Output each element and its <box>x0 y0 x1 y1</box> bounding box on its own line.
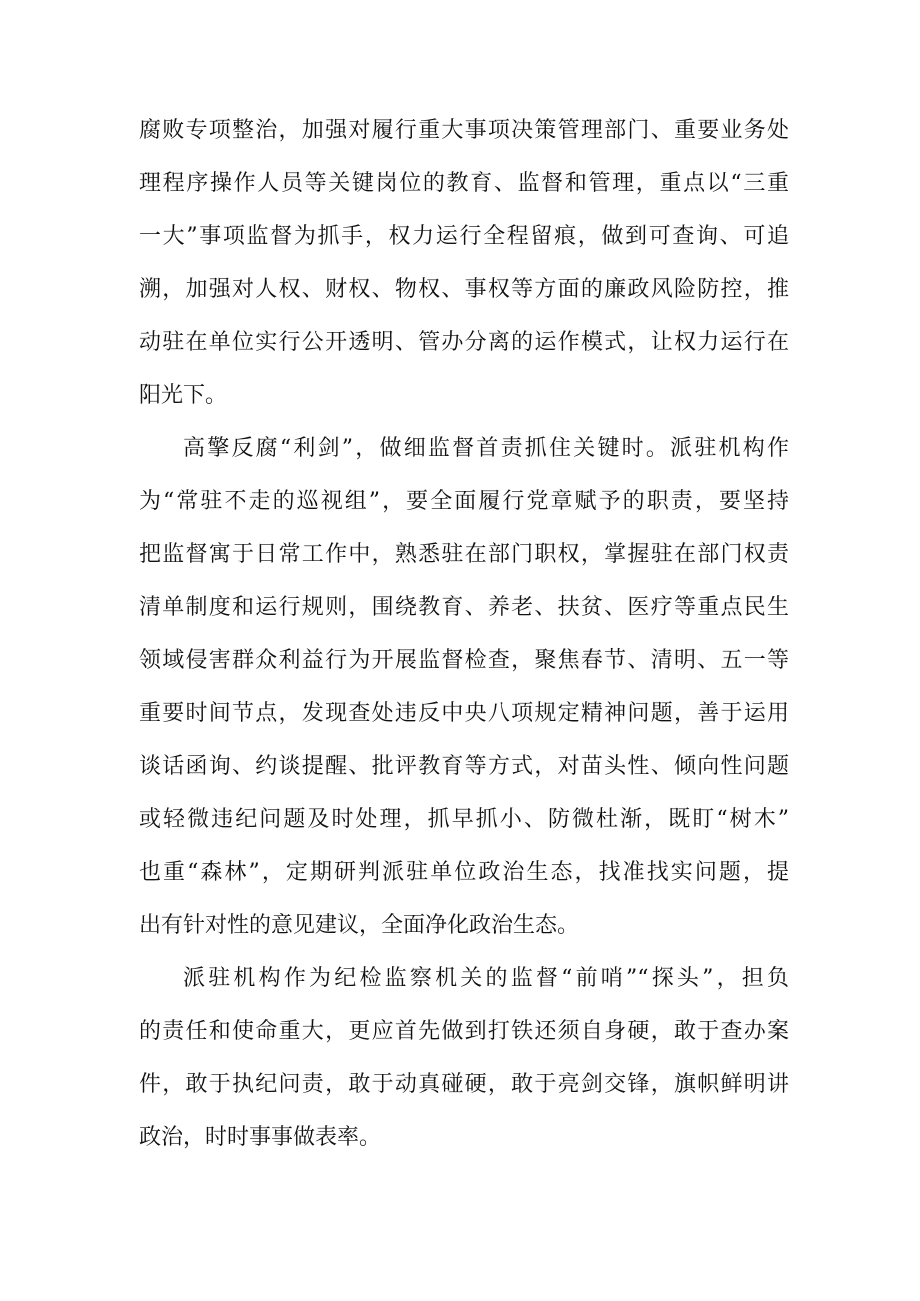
text-line: 出有针对性的意见建议，全面净化政治生态。 <box>139 913 580 938</box>
text-line: 政治，时时事事做表率。 <box>139 1125 382 1150</box>
text-line: 的责任和使命重大，更应首先做到打铁还须自身硬，敢于查办案 <box>139 1019 789 1044</box>
text-line: 领域侵害群众利益行为开展监督检查，聚焦春节、清明、五一等 <box>139 648 789 673</box>
text-line: 理程序操作人员等关键岗位的教育、监督和管理，重点以“三重 <box>139 171 789 196</box>
text-line: 高擎反腐“利剑”，做细监督首责抓住关键时。派驻机构作 <box>183 436 789 461</box>
text-line: 也重“森林”，定期研判派驻单位政治生态，找准找实问题，提 <box>139 860 789 885</box>
paragraph-2 <box>139 422 789 952</box>
text-line: 动驻在单位实行公开透明、管办分离的运作模式，让权力运行在 <box>139 330 789 355</box>
text-line: 溯，加强对人权、财权、物权、事权等方面的廉政风险防控，推 <box>139 277 789 302</box>
text-line: 一大”事项监督为抓手，权力运行全程留痕，做到可查询、可追 <box>139 224 789 249</box>
paragraph-3 <box>139 952 789 1164</box>
text-line: 阳光下。 <box>139 383 228 408</box>
text-line: 把监督寓于日常工作中，熟悉驻在部门职权，掌握驻在部门权责 <box>139 542 789 567</box>
paragraph-1 <box>139 104 789 422</box>
text-line: 件，敢于执纪问责，敢于动真碰硬，敢于亮剑交锋，旗帜鲜明讲 <box>139 1072 789 1097</box>
text-line: 清单制度和运行规则，围绕教育、养老、扶贫、医疗等重点民生 <box>139 595 789 620</box>
text-line: 谈话函询、约谈提醒、批评教育等方式，对苗头性、倾向性问题 <box>139 754 789 779</box>
text-line: 派驻机构作为纪检监察机关的监督“前哨”“探头”，担负 <box>183 966 789 991</box>
text-line: 为“常驻不走的巡视组”，要全面履行党章赋予的职责，要坚持 <box>139 489 789 514</box>
text-line: 重要时间节点，发现查处违反中央八项规定精神问题，善于运用 <box>139 701 789 726</box>
text-line: 腐败专项整治，加强对履行重大事项决策管理部门、重要业务处 <box>139 118 789 143</box>
document-body <box>139 104 789 1164</box>
text-line: 或轻微违纪问题及时处理，抓早抓小、防微杜渐，既盯“树木” <box>139 807 789 832</box>
